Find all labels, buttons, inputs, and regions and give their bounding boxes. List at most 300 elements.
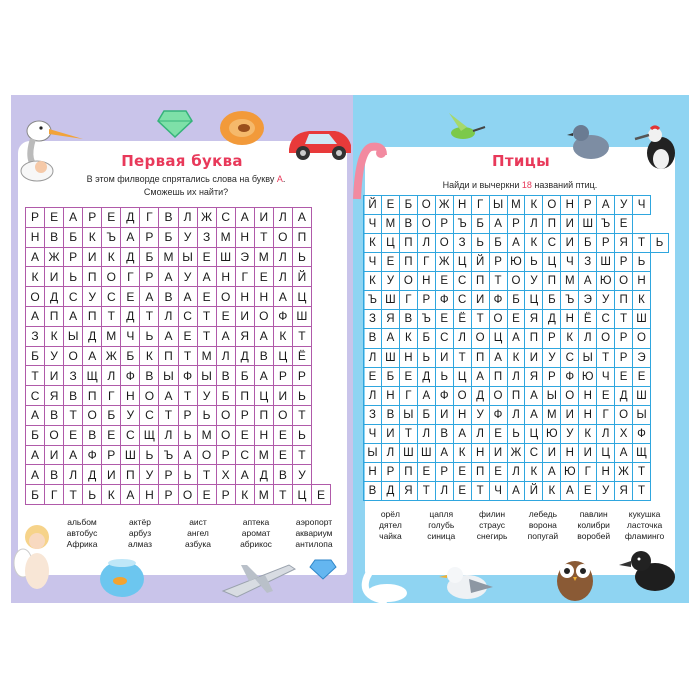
right-grid-cell[interactable]: Ш	[381, 348, 399, 367]
left-grid-cell[interactable]: З	[64, 366, 83, 386]
right-grid-cell[interactable]: Л	[435, 481, 453, 500]
right-grid-cell[interactable]: А	[489, 215, 507, 234]
right-grid-cell[interactable]: Ь	[417, 348, 435, 367]
left-grid-cell[interactable]: В	[159, 208, 178, 228]
left-grid-cell[interactable]: Л	[102, 366, 121, 386]
left-grid-cell[interactable]: Г	[121, 267, 140, 287]
left-grid-cell[interactable]: Р	[159, 465, 178, 485]
right-grid-cell[interactable]: Ш	[633, 386, 651, 405]
right-grid-cell[interactable]: Ф	[489, 291, 507, 310]
right-grid-cell[interactable]: А	[435, 443, 453, 462]
right-grid-cell[interactable]: Б	[399, 196, 417, 215]
right-grid-cell[interactable]: Т	[399, 424, 417, 443]
right-grid-cell[interactable]: Ф	[435, 386, 453, 405]
right-grid-cell[interactable]: Ц	[489, 329, 507, 348]
right-grid-cell[interactable]: Н	[471, 443, 489, 462]
left-grid-cell[interactable]: Я	[45, 386, 64, 406]
right-grid-cell[interactable]: Х	[615, 424, 633, 443]
right-grid-cell[interactable]: И	[489, 443, 507, 462]
left-grid-cell[interactable]: А	[26, 405, 45, 425]
right-grid-cell[interactable]: Е	[381, 196, 399, 215]
right-grid-cell[interactable]: Ш	[633, 310, 651, 329]
left-grid-cell[interactable]: Р	[83, 208, 102, 228]
left-grid-cell[interactable]: Ы	[159, 366, 178, 386]
right-grid-cell[interactable]: А	[597, 196, 615, 215]
left-grid-cell[interactable]: А	[197, 267, 216, 287]
right-grid-cell[interactable]: К	[453, 443, 471, 462]
left-grid-cell[interactable]: Ш	[216, 247, 235, 267]
left-grid-cell[interactable]: К	[140, 346, 159, 366]
left-grid-cell[interactable]: С	[178, 306, 197, 326]
left-grid-cell[interactable]: Ь	[83, 485, 102, 505]
left-grid-cell[interactable]: Р	[235, 405, 254, 425]
right-grid-cell[interactable]: Л	[417, 424, 435, 443]
right-grid-cell[interactable]: О	[597, 329, 615, 348]
right-grid-cell[interactable]: Ь	[507, 424, 525, 443]
right-grid-cell[interactable]: Н	[597, 462, 615, 481]
right-grid-cell[interactable]: Ю	[597, 272, 615, 291]
left-grid-cell[interactable]: Т	[140, 306, 159, 326]
right-grid-cell[interactable]: Н	[453, 196, 471, 215]
right-grid-cell[interactable]: О	[489, 386, 507, 405]
left-grid-cell[interactable]: Ф	[83, 445, 102, 465]
left-grid-cell[interactable]: О	[273, 405, 292, 425]
right-grid-cell[interactable]: П	[525, 329, 543, 348]
left-grid-cell[interactable]: Б	[26, 485, 45, 505]
left-grid-cell[interactable]: Р	[273, 366, 292, 386]
left-grid-cell[interactable]: И	[235, 306, 254, 326]
right-grid-cell[interactable]: З	[364, 310, 382, 329]
right-grid-cell[interactable]: Р	[543, 329, 561, 348]
right-grid-cell[interactable]: О	[615, 405, 633, 424]
right-grid-cell[interactable]: Б	[417, 329, 435, 348]
right-grid-cell[interactable]: Л	[417, 234, 435, 253]
right-grid-cell[interactable]: Т	[597, 348, 615, 367]
right-grid-cell[interactable]: Ф	[561, 367, 579, 386]
right-grid-cell[interactable]: Ё	[579, 310, 597, 329]
right-grid-cell[interactable]: Б	[543, 291, 561, 310]
right-grid-cell[interactable]: Т	[453, 348, 471, 367]
left-grid-cell[interactable]: У	[45, 346, 64, 366]
right-grid-cell[interactable]: Я	[615, 234, 633, 253]
right-grid-cell[interactable]: Е	[364, 367, 382, 386]
right-grid-cell[interactable]: У	[561, 424, 579, 443]
left-grid-cell[interactable]: А	[273, 287, 292, 307]
right-grid-cell[interactable]: Т	[471, 310, 489, 329]
left-grid-cell[interactable]: В	[273, 465, 292, 485]
left-grid-cell[interactable]: И	[45, 445, 64, 465]
right-grid-cell[interactable]: Ь	[525, 253, 543, 272]
left-grid-cell[interactable]: М	[197, 346, 216, 366]
right-grid-cell[interactable]: Л	[471, 424, 489, 443]
left-grid-cell[interactable]: О	[140, 386, 159, 406]
right-grid-cell[interactable]: Ъ	[597, 215, 615, 234]
left-grid-cell[interactable]: С	[64, 287, 83, 307]
left-grid-cell[interactable]: И	[45, 267, 64, 287]
right-grid-cell[interactable]: З	[453, 234, 471, 253]
left-grid-cell[interactable]: Ш	[292, 306, 311, 326]
left-grid-cell[interactable]: Ь	[64, 267, 83, 287]
left-grid-cell[interactable]: О	[102, 267, 121, 287]
right-grid-cell[interactable]: В	[399, 215, 417, 234]
right-grid-cell[interactable]: Л	[381, 443, 399, 462]
left-grid-cell[interactable]: Е	[197, 247, 216, 267]
right-grid-cell[interactable]: Щ	[633, 443, 651, 462]
left-grid-cell[interactable]: Л	[159, 425, 178, 445]
left-grid-cell[interactable]: Е	[121, 287, 140, 307]
left-grid-cell[interactable]: Р	[216, 445, 235, 465]
right-grid-cell[interactable]: П	[507, 386, 525, 405]
left-grid-cell[interactable]: Н	[26, 227, 45, 247]
left-grid-cell[interactable]: А	[216, 326, 235, 346]
right-grid-cell[interactable]: Д	[615, 386, 633, 405]
left-grid-cell[interactable]: О	[26, 287, 45, 307]
left-grid-cell[interactable]: Т	[197, 465, 216, 485]
left-grid-cell[interactable]: О	[273, 227, 292, 247]
right-grid-cell[interactable]: О	[471, 329, 489, 348]
right-grid-cell[interactable]: Н	[399, 348, 417, 367]
left-grid-cell[interactable]: Т	[197, 326, 216, 346]
right-grid-cell[interactable]: Ы	[489, 196, 507, 215]
left-grid-cell[interactable]: Ф	[178, 366, 197, 386]
left-grid-cell[interactable]: Н	[235, 287, 254, 307]
right-grid-cell[interactable]: Д	[417, 367, 435, 386]
right-grid-cell[interactable]: Р	[579, 196, 597, 215]
left-grid-cell[interactable]: Ц	[273, 346, 292, 366]
left-grid-cell[interactable]: А	[292, 208, 311, 228]
left-grid-cell[interactable]: И	[254, 208, 273, 228]
right-grid-cell[interactable]: Ш	[381, 291, 399, 310]
right-grid-cell[interactable]: К	[525, 196, 543, 215]
right-grid-cell[interactable]: П	[471, 272, 489, 291]
left-grid-cell[interactable]: У	[197, 386, 216, 406]
left-grid-cell[interactable]: А	[26, 465, 45, 485]
right-grid-cell[interactable]: Г	[597, 405, 615, 424]
right-grid-cell[interactable]: А	[615, 443, 633, 462]
left-grid-cell[interactable]: К	[102, 247, 121, 267]
left-grid-cell[interactable]: В	[216, 366, 235, 386]
left-grid-cell[interactable]: А	[121, 227, 140, 247]
left-grid-cell[interactable]: Ь	[197, 405, 216, 425]
right-grid-cell[interactable]: Р	[597, 234, 615, 253]
right-grid-cell[interactable]: Ю	[507, 253, 525, 272]
left-grid-cell[interactable]: Б	[64, 227, 83, 247]
right-grid-cell[interactable]: О	[435, 234, 453, 253]
left-grid-cell[interactable]: А	[140, 287, 159, 307]
right-grid-cell[interactable]: В	[364, 329, 382, 348]
left-grid-cell[interactable]: У	[292, 465, 311, 485]
left-grid-cell[interactable]: Ц	[254, 386, 273, 406]
left-grid-cell[interactable]: К	[273, 326, 292, 346]
right-grid-cell[interactable]: В	[435, 424, 453, 443]
right-grid-cell[interactable]: Т	[417, 481, 435, 500]
left-grid-cell[interactable]: Ь	[292, 386, 311, 406]
right-grid-cell[interactable]: В	[364, 481, 382, 500]
right-grid-cell[interactable]: К	[364, 234, 382, 253]
left-grid-cell[interactable]: И	[45, 366, 64, 386]
left-grid-cell[interactable]: П	[235, 386, 254, 406]
right-grid-cell[interactable]: Е	[399, 367, 417, 386]
left-grid-cell[interactable]: П	[121, 465, 140, 485]
right-grid-cell[interactable]: Ш	[399, 443, 417, 462]
right-grid-cell[interactable]: Л	[364, 386, 382, 405]
left-grid-cell[interactable]: П	[45, 306, 64, 326]
right-grid-cell[interactable]: Н	[579, 386, 597, 405]
left-grid-cell[interactable]: Е	[216, 306, 235, 326]
right-grid-cell[interactable]: И	[561, 215, 579, 234]
right-grid-cell[interactable]: А	[507, 234, 525, 253]
left-grid-cell[interactable]: Е	[45, 208, 64, 228]
left-grid-cell[interactable]: М	[254, 247, 273, 267]
left-grid-cell[interactable]: Н	[216, 267, 235, 287]
left-grid-cell[interactable]: С	[140, 405, 159, 425]
right-grid-cell[interactable]: И	[471, 291, 489, 310]
right-grid-cell[interactable]: В	[399, 310, 417, 329]
left-grid-cell[interactable]: О	[45, 425, 64, 445]
left-grid-cell[interactable]: Ы	[64, 326, 83, 346]
right-grid-cell[interactable]: Е	[489, 462, 507, 481]
left-grid-cell[interactable]: Д	[121, 208, 140, 228]
left-grid-cell[interactable]: Й	[292, 267, 311, 287]
right-grid-cell[interactable]: Н	[561, 310, 579, 329]
left-grid-cell[interactable]: А	[121, 485, 140, 505]
left-grid-cell[interactable]: Е	[273, 425, 292, 445]
right-grid-cell[interactable]: Ц	[381, 234, 399, 253]
right-grid-cell[interactable]: Г	[471, 196, 489, 215]
left-grid-cell[interactable]: С	[235, 445, 254, 465]
left-grid-cell[interactable]: Э	[235, 247, 254, 267]
left-grid-cell[interactable]: С	[216, 208, 235, 228]
left-grid-cell[interactable]: Ц	[292, 287, 311, 307]
right-grid-cell[interactable]: Н	[579, 405, 597, 424]
left-grid-cell[interactable]: С	[102, 287, 121, 307]
left-grid-cell[interactable]: Ь	[178, 465, 197, 485]
right-grid-cell[interactable]: У	[597, 291, 615, 310]
right-grid-cell[interactable]: К	[579, 424, 597, 443]
left-grid-cell[interactable]: А	[235, 208, 254, 228]
right-grid-cell[interactable]: У	[471, 405, 489, 424]
left-grid-cell[interactable]: В	[45, 227, 64, 247]
right-grid-cell[interactable]: Ч	[561, 253, 579, 272]
left-grid-cell[interactable]: Т	[273, 485, 292, 505]
right-grid-cell[interactable]: Ц	[525, 291, 543, 310]
left-grid-cell[interactable]: Р	[102, 445, 121, 465]
right-grid-cell[interactable]: Н	[453, 405, 471, 424]
right-grid-cell[interactable]: Р	[615, 253, 633, 272]
left-grid-cell[interactable]: М	[254, 485, 273, 505]
right-grid-cell[interactable]: М	[543, 405, 561, 424]
left-grid-cell[interactable]: Б	[235, 366, 254, 386]
left-grid-cell[interactable]: Л	[216, 346, 235, 366]
right-grid-cell[interactable]: У	[615, 196, 633, 215]
left-grid-cell[interactable]: П	[292, 227, 311, 247]
right-grid-cell[interactable]: В	[381, 405, 399, 424]
left-grid-cell[interactable]: Р	[159, 485, 178, 505]
left-grid-cell[interactable]: Б	[159, 227, 178, 247]
right-grid-cell[interactable]: Ц	[543, 253, 561, 272]
left-grid-cell[interactable]: Н	[254, 287, 273, 307]
left-grid-cell[interactable]: Г	[140, 208, 159, 228]
left-grid-cell[interactable]: А	[254, 366, 273, 386]
right-grid-cell[interactable]: А	[507, 329, 525, 348]
left-grid-cell[interactable]: Ч	[121, 326, 140, 346]
right-grid-cell[interactable]: Р	[435, 462, 453, 481]
right-grid-cell[interactable]: Е	[381, 253, 399, 272]
left-grid-cell[interactable]: Ф	[121, 366, 140, 386]
left-grid-cell[interactable]: О	[83, 405, 102, 425]
right-grid-cell[interactable]: Т	[633, 481, 651, 500]
left-grid-cell[interactable]: И	[102, 465, 121, 485]
right-grid-cell[interactable]: У	[597, 481, 615, 500]
right-grid-cell[interactable]: Р	[381, 462, 399, 481]
right-grid-cell[interactable]: Ь	[471, 234, 489, 253]
left-grid-cell[interactable]: А	[159, 326, 178, 346]
left-grid-cell[interactable]: Р	[292, 366, 311, 386]
right-grid-cell[interactable]: К	[399, 329, 417, 348]
left-grid-cell[interactable]: Л	[273, 267, 292, 287]
right-grid-cell[interactable]: Ю	[579, 367, 597, 386]
right-grid-cell[interactable]: Е	[507, 310, 525, 329]
right-grid-cell[interactable]: Е	[597, 386, 615, 405]
right-grid-cell[interactable]: Г	[579, 462, 597, 481]
left-grid-cell[interactable]: А	[178, 445, 197, 465]
left-grid-cell[interactable]: С	[121, 425, 140, 445]
left-grid-cell[interactable]: А	[159, 267, 178, 287]
right-grid-cell[interactable]: С	[543, 234, 561, 253]
left-grid-cell[interactable]: Е	[235, 425, 254, 445]
left-grid-cell[interactable]: Ё	[292, 346, 311, 366]
right-grid-cell[interactable]: Н	[364, 462, 382, 481]
right-grid-cell[interactable]: Ч	[364, 424, 382, 443]
left-grid-cell[interactable]: Б	[216, 386, 235, 406]
right-grid-cell[interactable]: Г	[417, 253, 435, 272]
right-grid-cell[interactable]: И	[543, 443, 561, 462]
left-grid-cell[interactable]: Е	[64, 425, 83, 445]
right-grid-cell[interactable]: П	[543, 272, 561, 291]
right-grid-cell[interactable]: Ф	[633, 424, 651, 443]
left-grid-cell[interactable]: К	[45, 326, 64, 346]
right-grid-cell[interactable]: А	[561, 481, 579, 500]
right-grid-cell[interactable]: Ф	[489, 405, 507, 424]
right-grid-cell[interactable]: Я	[381, 310, 399, 329]
right-grid-cell[interactable]: С	[453, 272, 471, 291]
right-grid-cell[interactable]: Е	[417, 462, 435, 481]
left-grid-cell[interactable]: Е	[311, 485, 330, 505]
left-grid-cell[interactable]: Ы	[178, 247, 197, 267]
left-grid-cell[interactable]: Д	[121, 247, 140, 267]
left-grid-cell[interactable]: А	[26, 247, 45, 267]
right-grid-cell[interactable]: Е	[453, 481, 471, 500]
left-grid-cell[interactable]: К	[102, 485, 121, 505]
left-grid-cell[interactable]: О	[216, 287, 235, 307]
right-grid-cell[interactable]: Я	[525, 367, 543, 386]
right-grid-cell[interactable]: П	[399, 462, 417, 481]
right-grid-cell[interactable]: М	[381, 215, 399, 234]
right-grid-cell[interactable]: Е	[435, 272, 453, 291]
left-grid-cell[interactable]: Л	[273, 208, 292, 228]
right-grid-cell[interactable]: Б	[507, 291, 525, 310]
left-grid-cell[interactable]: Н	[235, 227, 254, 247]
left-grid-cell[interactable]: О	[64, 346, 83, 366]
right-grid-cell[interactable]: К	[507, 348, 525, 367]
right-grid-cell[interactable]: А	[489, 348, 507, 367]
left-grid-cell[interactable]: З	[26, 326, 45, 346]
left-grid-cell[interactable]: П	[254, 405, 273, 425]
right-grid-cell[interactable]: И	[381, 424, 399, 443]
right-grid-cell[interactable]: Ж	[615, 462, 633, 481]
left-grid-cell[interactable]: Т	[292, 326, 311, 346]
left-grid-cell[interactable]: М	[216, 227, 235, 247]
right-grid-cell[interactable]: Р	[435, 215, 453, 234]
left-grid-cell[interactable]: Ш	[121, 445, 140, 465]
left-grid-cell[interactable]: Ы	[197, 366, 216, 386]
left-grid-cell[interactable]: Д	[254, 465, 273, 485]
left-grid-cell[interactable]: Т	[197, 306, 216, 326]
left-grid-cell[interactable]: Л	[178, 208, 197, 228]
right-grid-cell[interactable]: А	[417, 386, 435, 405]
right-grid-cell[interactable]: Ц	[453, 367, 471, 386]
right-grid-cell[interactable]: И	[561, 405, 579, 424]
right-grid-cell[interactable]: С	[435, 329, 453, 348]
left-grid-cell[interactable]: А	[83, 346, 102, 366]
left-grid-cell[interactable]: Т	[159, 405, 178, 425]
right-grid-cell[interactable]: Ё	[453, 310, 471, 329]
left-grid-cell[interactable]: В	[83, 425, 102, 445]
left-grid-cell[interactable]: Н	[121, 386, 140, 406]
right-grid-cell[interactable]: Т	[471, 481, 489, 500]
right-grid-cell[interactable]: Т	[633, 462, 651, 481]
right-grid-cell[interactable]: Н	[417, 272, 435, 291]
left-grid-cell[interactable]: Е	[102, 425, 121, 445]
left-grid-cell[interactable]: З	[197, 227, 216, 247]
right-grid-cell[interactable]: Ъ	[561, 291, 579, 310]
right-grid-cell[interactable]: А	[453, 424, 471, 443]
right-grid-cell[interactable]: Т	[633, 234, 651, 253]
right-grid-cell[interactable]: Р	[489, 253, 507, 272]
right-grid-cell[interactable]: Ж	[435, 196, 453, 215]
left-grid-cell[interactable]: П	[83, 386, 102, 406]
right-grid-cell[interactable]: Г	[399, 291, 417, 310]
right-grid-cell[interactable]: Н	[633, 272, 651, 291]
left-grid-cell[interactable]: П	[159, 346, 178, 366]
right-grid-cell[interactable]: Й	[364, 196, 382, 215]
right-grid-cell[interactable]: Ц	[597, 443, 615, 462]
left-grid-cell[interactable]: Т	[178, 346, 197, 366]
left-grid-cell[interactable]: К	[26, 267, 45, 287]
left-grid-cell[interactable]: П	[83, 267, 102, 287]
right-grid-cell[interactable]: П	[471, 348, 489, 367]
right-grid-cell[interactable]: Ъ	[417, 310, 435, 329]
left-grid-cell[interactable]: В	[140, 366, 159, 386]
left-grid-cell[interactable]: А	[64, 445, 83, 465]
right-grid-cell[interactable]: Ю	[543, 424, 561, 443]
right-grid-cell[interactable]: А	[525, 405, 543, 424]
right-grid-cell[interactable]: Б	[471, 215, 489, 234]
right-grid-cell[interactable]: О	[453, 386, 471, 405]
right-grid-cell[interactable]: С	[453, 291, 471, 310]
right-grid-cell[interactable]: Ч	[489, 481, 507, 500]
right-grid-cell[interactable]: Е	[435, 310, 453, 329]
right-grid-cell[interactable]: О	[489, 310, 507, 329]
right-grid-cell[interactable]: Э	[633, 348, 651, 367]
left-grid-cell[interactable]: И	[83, 247, 102, 267]
right-grid-cell[interactable]: Ь	[633, 253, 651, 272]
right-grid-cell[interactable]: А	[543, 462, 561, 481]
left-grid-cell[interactable]: Т	[178, 386, 197, 406]
right-grid-cell[interactable]: Ы	[364, 443, 382, 462]
left-grid-cell[interactable]: Р	[140, 267, 159, 287]
right-grid-cell[interactable]: П	[399, 253, 417, 272]
